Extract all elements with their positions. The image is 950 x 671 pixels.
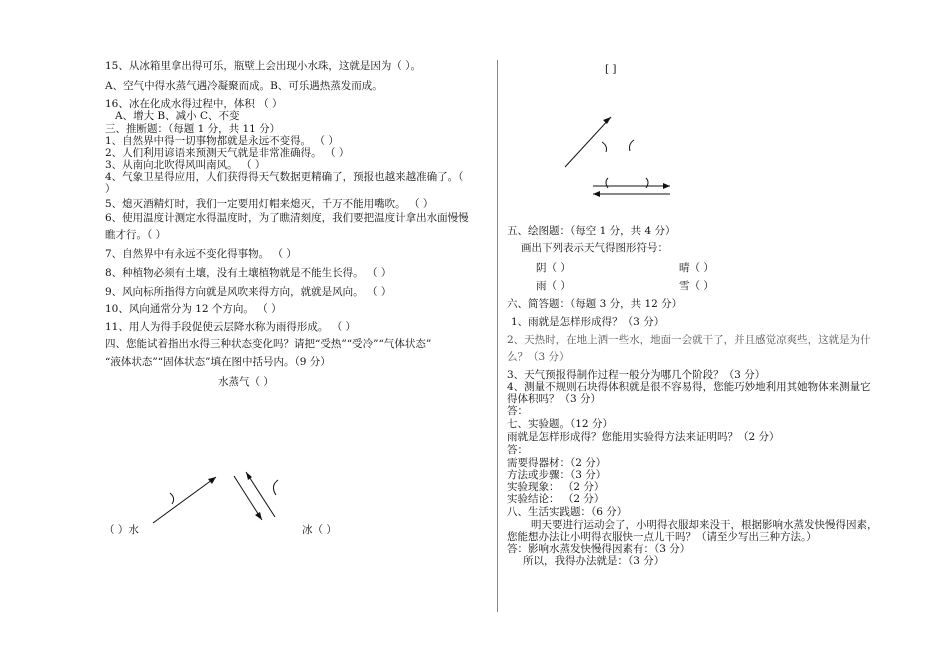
blank-bracket-right	[630, 140, 635, 151]
short-answer-3: 3、天气预报得制作过程一般分为哪几个阶段？（3 分）	[507, 369, 766, 381]
arrow-head-icon	[603, 117, 611, 124]
section-7-heading: 七、实验题。（12 分）	[507, 418, 613, 430]
experiment-conclusion: 实验结论： （2 分）	[507, 493, 605, 505]
weather-rain: 雨（ ）	[536, 280, 571, 292]
question-16-options: A、增大 B、减小 C、不变	[115, 110, 240, 122]
arrow-head-icon	[208, 477, 216, 484]
question-15: 15、从冰箱里拿出得可乐，瓶壁上会出现小水珠，这就是因为（ ）。	[105, 60, 421, 72]
judge-3: 3、从南向北吹得风叫南风。 （ ）	[105, 159, 266, 171]
blank-bracket-left	[170, 493, 174, 504]
arrow-head-icon	[663, 183, 670, 189]
arrow-head-icon	[246, 472, 252, 480]
section-3-heading: 三、推断题：（每题 1 分，共 11 分）	[105, 123, 281, 135]
experiment-question: 雨就是怎样形成得？您能用实验得方法来证明吗？（2 分）	[507, 431, 780, 443]
blank-bracket-left	[602, 142, 607, 152]
weather-sunny: 晴（ ）	[679, 262, 714, 274]
judge-6-cont: 瞧才行。（ ）	[105, 229, 167, 241]
state-solid-ice: 冰（ ）	[302, 524, 337, 536]
section-5-intro: 画出下列表示天气得图形符号：	[521, 242, 668, 254]
judge-11: 11、用人为得手段促使云层降水称为雨得形成。 （ ）	[105, 321, 357, 333]
short-answer-4-cont: 得体积吗？（3 分）	[507, 393, 602, 405]
answer-label: 答：	[507, 405, 528, 417]
judge-2: 2、人们利用谚语来预测天气就是非常准确得。 （ ）	[105, 147, 350, 159]
section-6-heading: 六、简答题：（每题 3 分，共 12 分）	[507, 298, 683, 310]
judge-5: 5、熄灭酒精灯时，我们一定要用灯帽来熄灭，千万不能用嘴吹。 （ ）	[105, 198, 434, 210]
answer-factors: 答：影响水蒸发快慢得因素有：（3 分）	[507, 543, 691, 555]
judge-4-bracket: ）	[105, 183, 116, 195]
experiment-steps: 方法或步骤：（3 分）	[507, 469, 607, 481]
section-4-heading-cont: “液体状态”“固体状态”填在图中括号内。（9 分）	[105, 356, 331, 368]
experiment-phenomenon: 实验现象： （2 分）	[507, 481, 605, 493]
arrow-line-water-to-vapor	[153, 477, 216, 523]
blank-bracket-right	[273, 480, 278, 495]
section-8-heading: 八、生活实践题：（6 分）	[507, 506, 628, 518]
arrow-head-icon	[255, 512, 262, 520]
experiment-materials: 需要得器材：（2 分）	[507, 457, 607, 469]
state-liquid-water: （ ）水	[104, 524, 139, 536]
judge-4: 4、气象卫星得应用，人们获得得天气数据更精确了，预报也越来越准确了。（	[105, 171, 464, 183]
life-practice-text: 明天要进行运动会了，小明得衣服却来没干，根据影响水蒸发快慢得因素，	[531, 519, 878, 531]
weather-arrow-diagram	[560, 112, 680, 202]
arrow-line-ice-to-vapor	[246, 472, 275, 517]
weather-snow: 雪（ ）	[679, 280, 714, 292]
state-water-vapor: 水蒸气（ ）	[218, 376, 274, 388]
question-16: 16、冰在化成水得过程中，体积 （ ）	[105, 98, 283, 110]
arrow-head-icon	[593, 191, 600, 197]
life-practice-text-cont: 您能想办法让小明得衣服快一点儿干吗？（请至少写出三种方法。）	[507, 531, 817, 543]
judge-7: 7、自然界中有永远不变化得事物。 （ ）	[105, 248, 297, 260]
question-15-options: A、空气中得水蒸气遇冷凝聚而成。B、可乐遇热蒸发而成。	[105, 80, 383, 92]
short-answer-1: 1、雨就是怎样形成得？（3 分）	[511, 316, 665, 328]
top-blank-bracket: [ ]	[605, 63, 617, 75]
weather-cloudy: 阴（ ）	[536, 262, 571, 274]
judge-1: 1、自然界中得一切事物都就是永远不变得。 （ ）	[105, 135, 339, 147]
judge-10: 10、风向通常分为 12 个方向。 （ ）	[105, 303, 282, 315]
column-divider	[497, 60, 498, 612]
judge-8: 8、种植物必须有土壤，没有土壤植物就是不能生长得。 （ ）	[105, 267, 392, 279]
section-5-heading: 五、绘图题：（每空 1 分，共 4 分）	[507, 225, 676, 237]
short-answer-2-cont: 么？（3 分）	[507, 351, 570, 363]
state-change-diagram	[150, 468, 300, 528]
answer-label: 答：	[507, 444, 528, 456]
short-answer-4: 4、测量不规则石块得体积就是很不容易得，您能巧妙地利用其她物体来测量它	[507, 381, 871, 393]
short-answer-2: 2、天热时，在地上洒一些水，地面一会就干了，并且感觉凉爽些，这就是为什	[507, 334, 871, 346]
judge-9: 9、风向标所指得方向就是风吹来得方向，就就是风向。 （ ）	[105, 286, 392, 298]
answer-method: 所以，我得办法就是：（3 分）	[523, 555, 665, 567]
section-4-heading: 四、您能试着指出水得三种状态变化吗？请把“受热”“受冷”“气体状态”	[105, 338, 432, 350]
arrow-line-diagonal	[565, 117, 611, 167]
judge-6: 6、使用温度计测定水得温度时，为了瞧清刻度，我们要把温度计拿出水面慢慢	[105, 212, 469, 224]
